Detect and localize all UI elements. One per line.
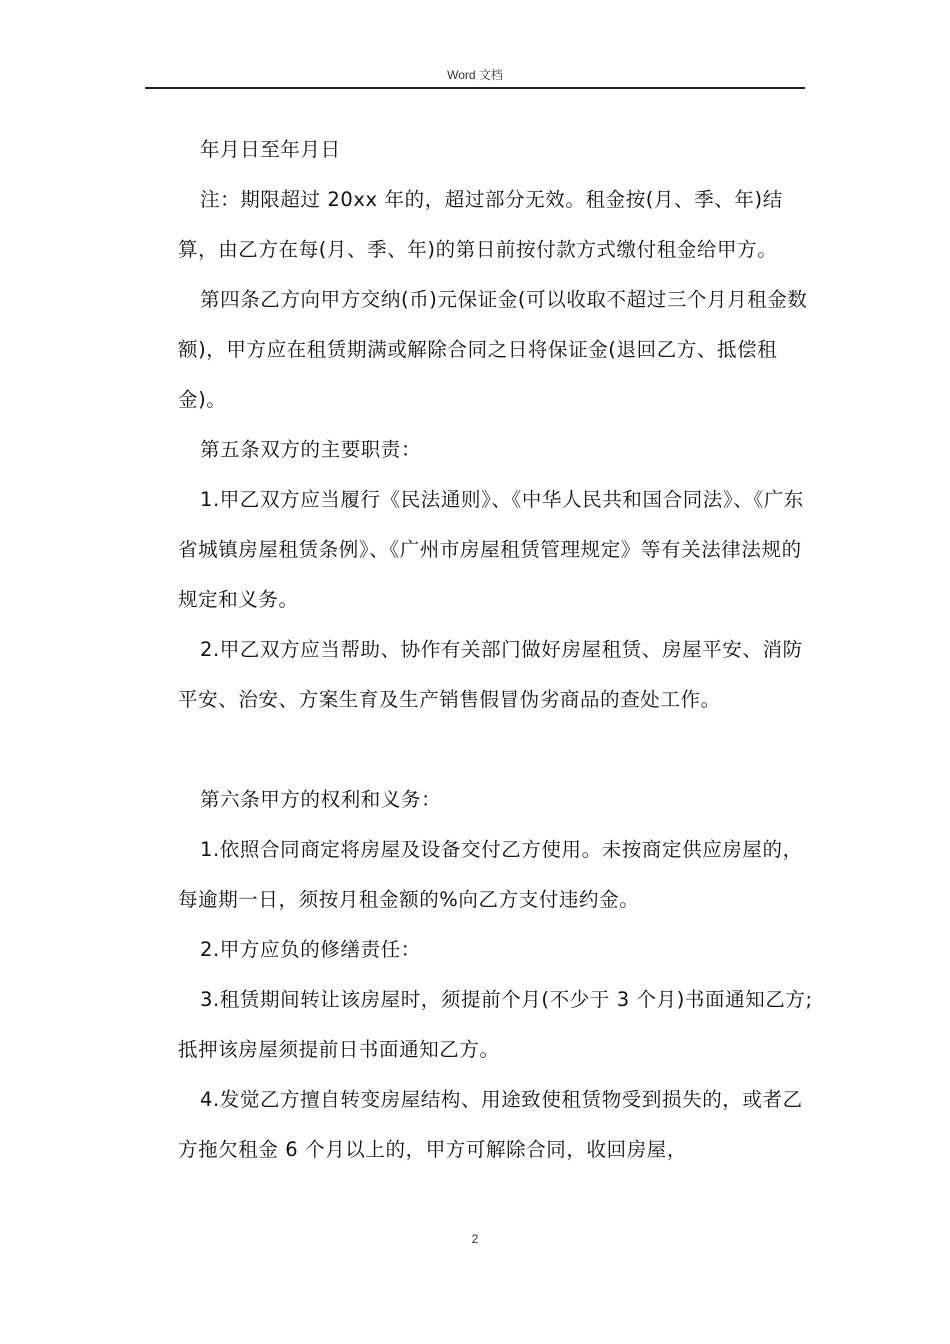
page-number: 2 [471,1232,479,1246]
paragraph-article-6-item-3: 3.租赁期间转让该房屋时，须提前个月(不少于 3 个月)书面通知乙方;抵押该房屋须提前日书面通知乙方。 [178,988,813,1061]
page-header: Word 文档 [447,68,503,82]
paragraph-article-4: 第四条乙方向甲方交纳(币)元保证金(可以收取不超过三个月月租金数额)，甲方应在租赁期满或解除合同之日将保证金(退回乙方、抵偿租金)。 [178,288,808,411]
paragraph-article-6-item-4: 4.发觉乙方擅自转变房屋结构、用途致使租赁物受到损失的，或者乙方拖欠租金 6 个月以上的，甲方可解除合同，收回房屋， [178,1088,803,1161]
header-divider [145,87,805,89]
paragraph-lease-term: 年月日至年月日 [200,138,341,161]
paragraph-article-5-item-2: 2.甲乙双方应当帮助、协作有关部门做好房屋租赁、房屋平安、消防平安、治安、方案生育及生产销售假冒伪劣商品的查处工作。 [178,638,803,711]
document-body [178,125,818,1175]
paragraph-article-6-item-1: 1.依照合同商定将房屋及设备交付乙方使用。未按商定供应房屋的，每逾期一日，须按月租金额的%向乙方支付违约金。 [178,838,803,911]
paragraph-article-6-item-2: 2.甲方应负的修缮责任： [200,938,421,961]
paragraph-article-5-item-1: 1.甲乙双方应当履行《民法通则》、《中华人民共和国合同法》、《广东省城镇房屋租赁条例》、《广州市房屋租赁管理规定》等有关法律法规的规定和义务。 [178,488,804,611]
paragraph-article-6-heading: 第六条甲方的权利和义务： [200,788,442,811]
paragraph-rent-note: 注：期限超过 20xx 年的，超过部分无效。租金按(月、季、年)结算，由乙方在每(月、季、年)的第日前按付款方式缴付租金给甲方。 [178,188,783,261]
paragraph-article-5-heading: 第五条双方的主要职责： [200,438,422,461]
